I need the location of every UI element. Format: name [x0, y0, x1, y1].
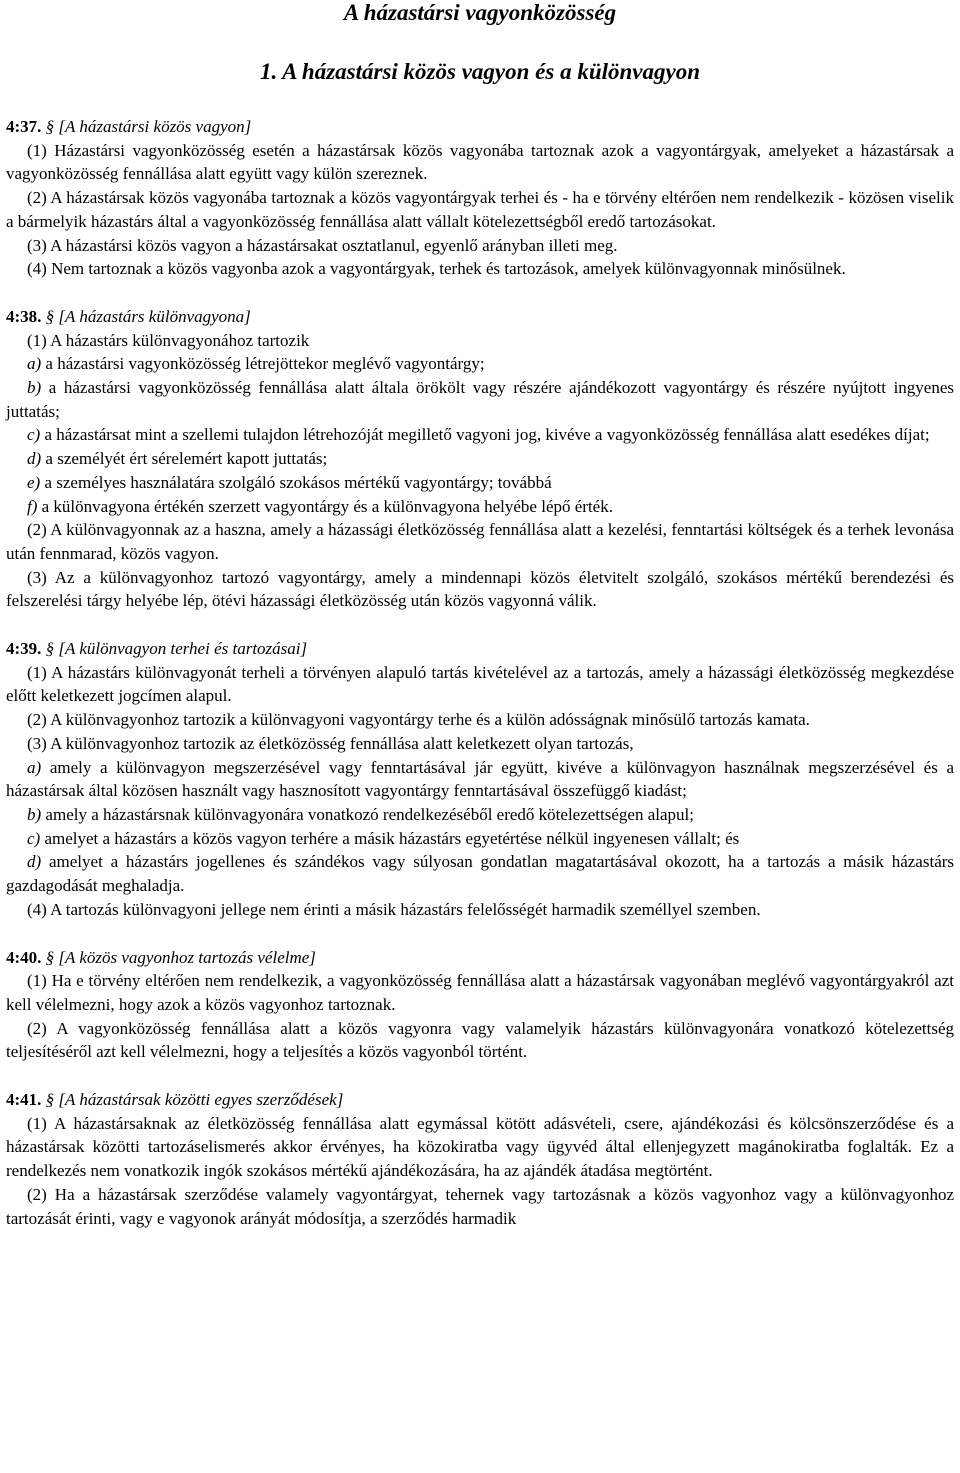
item-label: a): [27, 757, 42, 777]
item-label: e): [27, 472, 41, 492]
paragraph-text: amely a házastársnak különvagyonára vonatkozó rendelkezéséből eredő kötelezettségen alapul;: [45, 804, 694, 824]
paragraph: [6, 566, 954, 613]
section-number: 4:40.: [6, 947, 42, 967]
paragraph-text: a személyét ért sérelemért kapott juttatás;: [45, 449, 328, 469]
section-heading: [6, 305, 954, 329]
list-item-paragraph: [6, 756, 954, 803]
paragraph-text: amelyet a házastárs a közös vagyon terhére a másik házastárs egyetértése nélkül ingyenesen vállalt; és: [44, 828, 740, 848]
list-item-paragraph: [6, 827, 954, 851]
law-section: [6, 305, 954, 613]
section-title: § [A házastársi közös vagyon]: [45, 117, 252, 136]
list-item-paragraph: [6, 447, 954, 471]
paragraph: [6, 898, 954, 922]
document-title: A házastársi vagyonközösség: [343, 0, 617, 25]
paragraph-text: amely a különvagyon megszerzésével vagy fenntartásával jár együtt, kivéve a különvagyon használnak megszerzésével és a házastársak által közösen használt vagy hasznosított vagyontárgy fenntartásával összefüggő kiadást;: [6, 757, 954, 801]
paragraph-text: (2) A házastársak közös vagyonába tartoznak a közös vagyontárgyak terhei és - ha e törvény eltérően nem rendelkezik - közösen viselik a bármelyik házastárs által a vagyonközösség fennállása alatt vállalt kötelezettségből eredő tartozásokat.: [6, 188, 954, 231]
paragraph-text: (1) Ha e törvény eltérően nem rendelkezik, a vagyonközösség fennállása alatt a házastársak vagyonában meglévő vagyontárgyakról azt kell vélelmezni, hogy azok a közös vagyonhoz tartoznak.: [6, 971, 954, 1014]
paragraph: [6, 329, 954, 353]
section-title: § [A házastársak közötti egyes szerződések]: [45, 1090, 344, 1110]
paragraph-text: (3) Az a különvagyonhoz tartozó vagyontárgy, amely a mindennapi közös életvitelt szolgáló, szokásos mértékű berendezési és felszerelési tárgy helyébe lép, ötévi házassági életközösség után közös vagyonná válik.: [6, 567, 954, 611]
paragraph-text: (1) A házastárs különvagyonához tartozik: [27, 330, 310, 350]
paragraph: [6, 969, 954, 1016]
paragraph-text: (4) A tartozás különvagyoni jellege nem érinti a másik házastárs felelősségét harmadik személlyel szemben.: [27, 899, 761, 919]
paragraph: [6, 1017, 954, 1064]
paragraph-text: a házastársi vagyonközösség fennállása alatt általa örökölt vagy részére ajándékozott vagyontárgy és részére nyújtott ingyenes juttatás;: [6, 378, 954, 421]
section-number: 4:37.: [6, 117, 42, 136]
paragraph-text: a házastársi vagyonközösség létrejöttekor meglévő vagyontárgy;: [45, 354, 485, 374]
section-title: § [A házastárs különvagyona]: [45, 306, 251, 326]
paragraph-text: a különvagyona értékén szerzett vagyontárgy és a különvagyona helyébe lépő érték.: [41, 496, 613, 516]
paragraph: [6, 732, 954, 756]
document-page: [6, 0, 954, 1230]
paragraph-text: (2) Ha a házastársak szerződése valamely vagyontárgyat, tehernek vagy tartozásnak a közös vagyonhoz vagy a különvagyonhoz tartozását érinti, vagy e vagyonok arányát módosítja, a szerződés harmadik: [6, 1184, 954, 1228]
section-title: § [A közös vagyonhoz tartozás vélelme]: [45, 947, 316, 967]
list-item-paragraph: [6, 471, 954, 495]
list-item-paragraph: [6, 803, 954, 827]
list-item-paragraph: [6, 352, 954, 376]
paragraph-text: (1) A házastárs különvagyonát terheli a törvényen alapuló tartás kivételével az a tartozás, amely a házassági életközösség megkezdése előtt keletkezett jogcímen alapul.: [6, 662, 954, 706]
item-label: f): [27, 496, 38, 516]
item-label: d): [27, 852, 42, 872]
item-label: a): [27, 354, 42, 374]
paragraph-text: (1) Házastársi vagyonközösség esetén a házastársak közös vagyonába tartoznak azok a vagyontárgyak, amelyeket a házastársak a vagyonközösség fennállása alatt együtt vagy külön szereznek.: [6, 140, 954, 184]
paragraph: [6, 186, 954, 233]
paragraph: [6, 139, 954, 186]
item-label: b): [27, 378, 42, 398]
paragraph-text: (2) A különvagyonhoz tartozik a különvagyoni vagyontárgy terhe és a külön adósságnak minősülő tartozás kamata.: [27, 710, 810, 730]
section-number: 4:41.: [6, 1090, 42, 1110]
paragraph-text: (2) A különvagyonnak az a haszna, amely a házassági életközösség fennállása alatt a kezelési, fenntartási költségek és a terhek levonása után fennmarad, közös vagyon.: [6, 520, 954, 563]
section-number: 4:39.: [6, 639, 42, 659]
paragraph-text: amelyet a házastárs jogellenes és szándékos vagy súlyosan gondatlan magatartásával okozott, ha a tartozás a másik házastárs gazdagodását meghaladja.: [6, 852, 955, 896]
sections-container: [6, 115, 954, 1230]
section-heading: [6, 1088, 954, 1112]
list-item-paragraph: [6, 495, 954, 519]
law-section: [6, 946, 954, 1065]
law-section: [6, 115, 954, 281]
item-label: d): [27, 449, 42, 469]
paragraph-text: (1) A házastársaknak az életközösség fennállása alatt egymással kötött adásvételi, csere, ajándékozási és kölcsönszerződése és a házastársak közötti tartozáselismerés akkor érvényes, ha közokiratba vagy ügyvéd által ellenjegyzett magánokiratba foglalták. Ez a rendelkezés nem vonatkozik ingók szokásos mértékű ajándékozására, ha az ajándék átadása megtörtént.: [6, 1113, 954, 1181]
paragraph-text: (4) Nem tartoznak a közös vagyonba azok a vagyontárgyak, terhek és tartozások, amelyek különvagyonnak minősülnek.: [27, 259, 846, 279]
paragraph-text: (2) A vagyonközösség fennállása alatt a közös vagyonra vagy valamelyik házastárs különvagyonára vonatkozó kötelezettség teljesítéséről azt kell vélelmezni, hogy a teljesítés a közös vagyonból történt.: [6, 1018, 954, 1062]
document-subtitle: 1. A házastársi közös vagyon és a különvagyon: [259, 59, 701, 84]
paragraph-text: (3) A különvagyonhoz tartozik az életközösség fennállása alatt keletkezett olyan tartozás,: [27, 733, 634, 753]
paragraph: [6, 257, 954, 281]
list-item-paragraph: [6, 423, 954, 447]
list-item-paragraph: [6, 376, 954, 423]
law-section: [6, 1088, 954, 1230]
paragraph: [6, 234, 954, 258]
paragraph-text: a személyes használatára szolgáló szokásos mértékű vagyontárgy; továbbá: [44, 472, 552, 492]
paragraph: [6, 1112, 954, 1183]
law-section: [6, 637, 954, 921]
paragraph: [6, 708, 954, 732]
paragraph: [6, 661, 954, 708]
paragraph: [6, 518, 954, 565]
paragraph-text: a házastársat mint a szellemi tulajdon létrehozóját megillető vagyoni jog, kivéve a vagyonközösség fennállása alatt esedékes díjat;: [44, 425, 930, 445]
item-label: b): [27, 804, 42, 824]
item-label: c): [27, 425, 41, 445]
section-title: § [A különvagyon terhei és tartozásai]: [45, 639, 308, 659]
section-heading: [6, 115, 954, 139]
section-number: 4:38.: [6, 306, 42, 326]
section-heading: [6, 637, 954, 661]
paragraph: [6, 1183, 954, 1230]
paragraph-text: (3) A házastársi közös vagyon a házastársakat osztatlanul, egyenlő arányban illeti meg.: [27, 235, 618, 255]
list-item-paragraph: [6, 850, 954, 897]
section-heading: [6, 946, 954, 970]
item-label: c): [27, 828, 41, 848]
